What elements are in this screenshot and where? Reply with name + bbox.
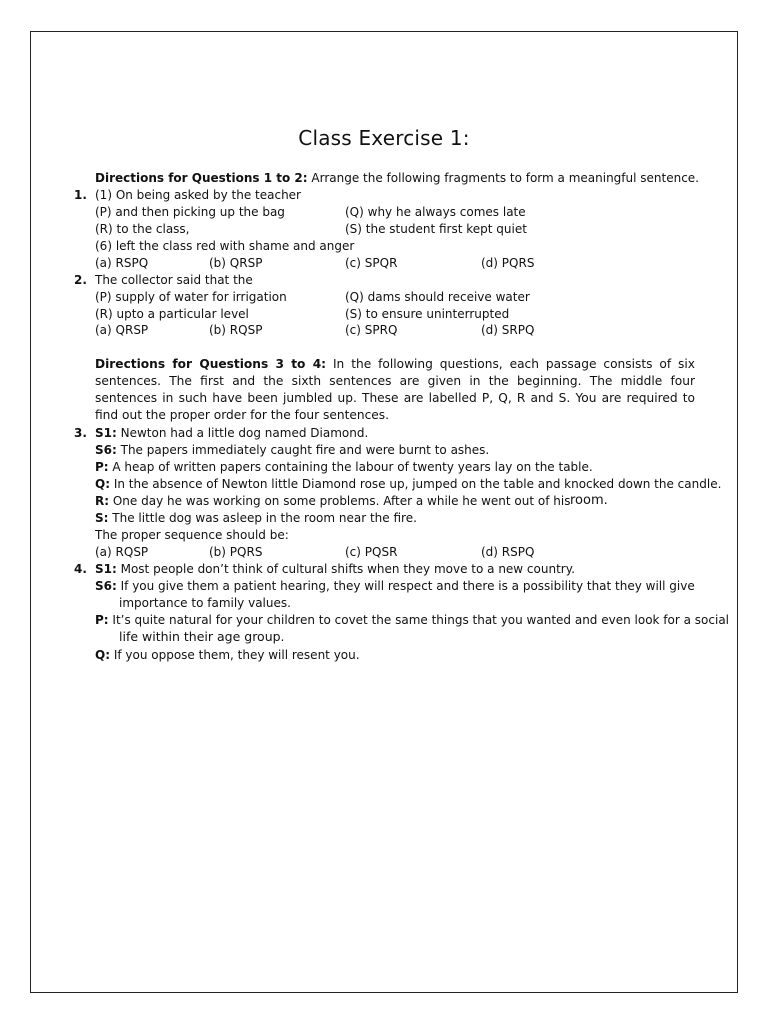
question-1-fragment-s: (S) the student first kept quiet xyxy=(345,222,527,236)
directions-1 xyxy=(95,170,699,186)
question-3-s-label: S: xyxy=(95,511,109,525)
question-3-option-c[interactable]: (c) PQSR xyxy=(345,545,398,559)
question-1-fragment-r: (R) to the class, xyxy=(95,222,190,236)
question-3-s6 xyxy=(95,442,489,458)
question-4-q xyxy=(95,647,360,663)
question-3-option-d[interactable]: (d) RSPQ xyxy=(481,545,535,559)
question-4-s6-label: S6: xyxy=(95,579,117,593)
question-1-fragment-6: (6) left the class red with shame and anger xyxy=(95,239,355,253)
question-3-s xyxy=(95,510,417,526)
question-3-q xyxy=(95,476,721,492)
question-1-option-d[interactable]: (d) PQRS xyxy=(481,256,535,270)
question-4-s1-text: Most people don’t think of cultural shifts when they move to a new country. xyxy=(116,562,575,576)
question-3-option-a[interactable]: (a) RQSP xyxy=(95,545,149,559)
question-3-option-b[interactable]: (b) PQRS xyxy=(209,545,263,559)
question-3-q-text: In the absence of Newton little Diamond rose up, jumped on the table and knocked down the candle. xyxy=(110,477,722,491)
question-4-s6 xyxy=(95,578,695,594)
question-2-option-c[interactable]: (c) SPRQ xyxy=(345,323,398,337)
question-3-s6-text: The papers immediately caught fire and were burnt to ashes. xyxy=(116,443,490,457)
question-3-s1 xyxy=(95,425,368,441)
question-1-option-a[interactable]: (a) RSPQ xyxy=(95,256,149,270)
question-1-number: 1. xyxy=(74,188,87,202)
question-2-number: 2. xyxy=(74,273,87,287)
question-4-s1-label: S1: xyxy=(95,562,117,576)
question-4-q-label: Q: xyxy=(95,648,110,662)
directions-1-text: Arrange the following fragments to form a meaningful sentence. xyxy=(307,171,699,185)
question-3-p xyxy=(95,459,593,475)
question-2-option-a[interactable]: (a) QRSP xyxy=(95,323,149,337)
question-1-option-b[interactable]: (b) QRSP xyxy=(209,256,263,270)
question-3-r-label: R: xyxy=(95,494,110,508)
question-3-r-tail: room. xyxy=(570,493,608,508)
directions-2-text: In the following questions, each passage consists of six sentences. The first and the sixth sentences are given in the beginning. The middle four sentences in such have been jumbled up. These are labelled P, Q, R and S. You are required to find out the proper order for the four sentences. xyxy=(95,357,695,422)
question-2-fragment-q: (Q) dams should receive water xyxy=(345,290,530,304)
question-3-number: 3. xyxy=(74,426,87,440)
question-2-option-d[interactable]: (d) SRPQ xyxy=(481,323,535,337)
question-4-s1 xyxy=(95,561,575,577)
question-1-fragment-q: (Q) why he always comes late xyxy=(345,205,526,219)
question-3-r xyxy=(95,493,570,509)
question-4-number: 4. xyxy=(74,562,87,576)
question-1-intro: (1) On being asked by the teacher xyxy=(95,188,301,202)
question-3-p-label: P: xyxy=(95,460,109,474)
question-3-s1-label: S1: xyxy=(95,426,117,440)
question-4-s6-continued: importance to family values. xyxy=(119,596,291,610)
question-3-sequence-prompt: The proper sequence should be: xyxy=(95,528,289,542)
question-1-option-c[interactable]: (c) SPQR xyxy=(345,256,398,270)
question-4-s6-text: If you give them a patient hearing, they will respect and there is a possibility that they will give xyxy=(116,579,695,593)
question-3-s-text: The little dog was asleep in the room near the fire. xyxy=(108,511,417,525)
question-3-r-text: One day he was working on some problems. After a while he went out of his xyxy=(109,494,571,508)
question-2-intro: The collector said that the xyxy=(95,273,253,287)
question-4-p-label: P: xyxy=(95,613,109,627)
directions-1-label: Directions for Questions 1 to 2: xyxy=(95,171,308,185)
question-3-s1-text: Newton had a little dog named Diamond. xyxy=(116,426,369,440)
question-4-p-continued: life within their age group. xyxy=(119,629,285,644)
question-2-option-b[interactable]: (b) RQSP xyxy=(209,323,263,337)
question-2-fragment-p: (P) supply of water for irrigation xyxy=(95,290,287,304)
directions-2-label: Directions for Questions 3 to 4: xyxy=(95,357,327,371)
question-3-q-label: Q: xyxy=(95,477,110,491)
question-3-p-text: A heap of written papers containing the labour of twenty years lay on the table. xyxy=(108,460,593,474)
question-1-fragment-p: (P) and then picking up the bag xyxy=(95,205,285,219)
directions-2 xyxy=(95,356,695,424)
question-4-q-text: If you oppose them, they will resent you. xyxy=(110,648,360,662)
question-2-fragment-s: (S) to ensure uninterrupted xyxy=(345,307,510,321)
page-title: Class Exercise 1: xyxy=(298,126,470,150)
question-4-p-text: It’s quite natural for your children to covet the same things that you wanted and even look for a social xyxy=(108,613,730,627)
question-4-p xyxy=(95,612,729,628)
question-2-fragment-r: (R) upto a particular level xyxy=(95,307,249,321)
question-3-s6-label: S6: xyxy=(95,443,117,457)
